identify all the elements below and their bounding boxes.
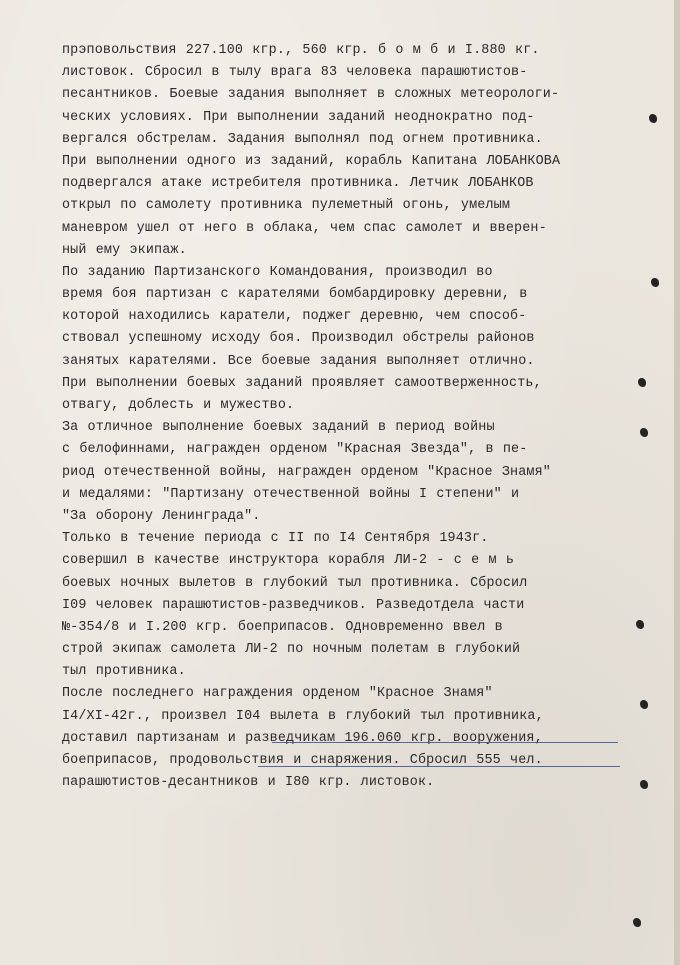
typewritten-text xyxy=(62,40,622,794)
text-line: совершил в качестве инструктора корабля ЛИ-2 - с е м ь xyxy=(62,553,515,569)
text-line: №-354/8 и I.200 кгр. боеприпасов. Одновременно ввел в xyxy=(62,619,503,635)
text-line: песантников. Боевые задания выполняет в сложных метеорологи- xyxy=(62,87,560,103)
text-line: открыл по самолету противника пулеметный огонь, умелым xyxy=(62,198,511,214)
text-line: I4/XI-42г., произвел I04 вылета в глубокий тыл противника, xyxy=(62,708,544,724)
pencil-underline xyxy=(258,766,620,767)
binding-hole-icon xyxy=(638,378,646,387)
text-line: I09 человек парашютистов-разведчиков. Разведотдела части xyxy=(62,597,525,613)
text-line: прэповольствия 227.100 кгр., 560 кгр. б о м б и I.880 кг. xyxy=(62,43,540,58)
text-line: По заданию Партизанского Командования, производил во xyxy=(62,264,493,280)
text-line: риод отечественной войны, награжден орденом "Красное Знамя" xyxy=(62,464,551,480)
binding-hole-icon xyxy=(640,428,648,437)
binding-hole-icon xyxy=(649,114,657,123)
text-line: парашютистов-десантников и I80 кгр. листовок. xyxy=(62,775,435,791)
text-line: доставил партизанам и разведчикам 196.060 кгр. вооружения, xyxy=(62,730,543,746)
binding-hole-icon xyxy=(633,918,641,927)
text-line: вергался обстрелам. Задания выполнял под огнем противника. xyxy=(62,131,543,147)
text-line: время боя партизан с карателями бомбардировку деревни, в xyxy=(62,287,528,303)
text-line: ный ему экипаж. xyxy=(62,242,187,258)
text-line: Только в течение периода с II по I4 Сентября 1943г. xyxy=(62,531,489,547)
text-line: При выполнении одного из заданий, корабль Капитана ЛОБАНКОВА xyxy=(62,153,561,169)
text-line: занятых карателями. Все боевые задания выполняет отлично. xyxy=(62,353,535,369)
text-line: отвагу, доблесть и мужество. xyxy=(62,398,295,413)
text-line: подвергался атаке истребителя противника. Летчик ЛОБАНКОВ xyxy=(62,176,534,192)
text-line: После последнего награждения орденом "Красное Знамя" xyxy=(62,686,493,702)
text-line: При выполнении боевых заданий проявляет самоотверженность, xyxy=(62,375,542,391)
text-line: маневром ушел от него в облака, чем спас самолет и вверен- xyxy=(62,220,547,236)
text-line: За отличное выполнение боевых заданий в период войны xyxy=(62,420,495,436)
text-line: листовок. Сбросил в тылу врага 83 человека парашютистов- xyxy=(62,65,528,81)
text-line: боеприпасов, продовольствия и снаряжения. Сбросил 555 чел. xyxy=(62,753,543,768)
text-line: "За оборону Ленинграда". xyxy=(62,508,261,524)
text-line: ствовал успешному исходу боя. Производил обстрелы районов xyxy=(62,331,535,347)
text-line: боевых ночных вылетов в глубокий тыл противника. Сбросил xyxy=(62,575,528,591)
text-line: ческих условиях. При выполнении заданий неоднократно под- xyxy=(62,109,535,125)
text-line: и медалями: "Партизану отечественной войны I степени" и xyxy=(62,486,520,502)
binding-hole-icon xyxy=(651,278,659,287)
binding-hole-icon xyxy=(640,780,648,789)
pencil-underline xyxy=(272,742,618,743)
text-line: строй экипаж самолета ЛИ-2 по ночным полетам в глубокий xyxy=(62,642,521,658)
text-line: которой находились каратели, поджег деревню, чем способ- xyxy=(62,309,527,325)
text-line: тыл противника. xyxy=(62,664,186,680)
binding-hole-icon xyxy=(640,700,648,709)
binding-hole-icon xyxy=(636,620,644,629)
text-line: с белофиннами, награжден орденом "Красная Звезда", в пе- xyxy=(62,442,528,458)
